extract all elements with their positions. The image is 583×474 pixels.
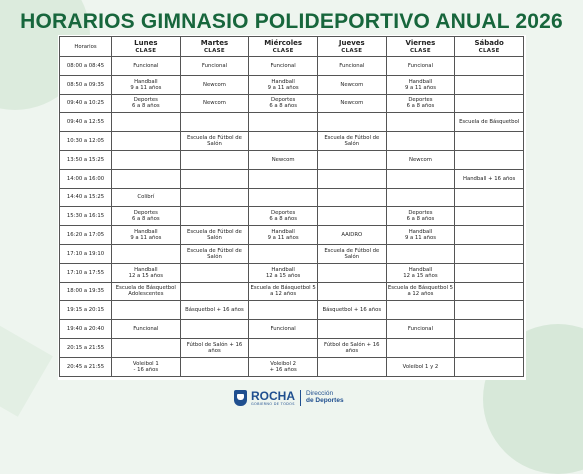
class-cell [249, 188, 318, 207]
class-cell [455, 263, 524, 282]
class-cell: Deportes 6 a 8 años [249, 207, 318, 226]
day-name: Lunes [134, 39, 158, 47]
schedule-row [60, 150, 524, 169]
class-cell [317, 169, 386, 188]
class-cell [180, 207, 249, 226]
time-cell: 09:40 a 10:25 [60, 94, 112, 113]
class-cell: Handball 9 a 11 años [386, 226, 455, 245]
footer-logo [234, 388, 344, 408]
class-cell [317, 150, 386, 169]
class-cell [112, 244, 181, 263]
class-cell: Newcom [249, 150, 318, 169]
class-cell: Newcom [317, 94, 386, 113]
class-cell [386, 188, 455, 207]
clase-label: CLASE [135, 48, 157, 54]
class-cell [455, 338, 524, 357]
time-cell: 19:40 a 20:40 [60, 320, 112, 339]
class-cell [180, 320, 249, 339]
time-cell: 14:00 a 16:00 [60, 169, 112, 188]
class-cell [386, 169, 455, 188]
class-cell: Funcional [249, 320, 318, 339]
class-cell [249, 301, 318, 320]
class-cell [180, 188, 249, 207]
time-cell: 16:20 a 17:05 [60, 226, 112, 245]
class-cell [386, 113, 455, 132]
class-cell [317, 357, 386, 376]
class-cell [180, 150, 249, 169]
class-cell: Handball 12 a 15 años [249, 263, 318, 282]
clase-label: CLASE [341, 48, 363, 54]
class-cell: Handball 12 a 15 años [386, 263, 455, 282]
time-cell: 20:15 a 21:55 [60, 338, 112, 357]
schedule-body [60, 57, 524, 377]
day-name: Viernes [405, 39, 436, 47]
class-cell: Deportes 6 a 8 años [386, 94, 455, 113]
class-cell: Escuela de Básquetbol 5 a 12 años [386, 282, 455, 301]
class-cell [455, 207, 524, 226]
class-cell [455, 75, 524, 94]
class-cell [112, 301, 181, 320]
corner-header: Horarios [60, 37, 112, 57]
class-cell: Fútbol de Salón + 16 años [180, 338, 249, 357]
clase-label: CLASE [478, 48, 500, 54]
day-header [386, 37, 455, 57]
class-cell: Newcom [180, 94, 249, 113]
class-cell: Escuela de Básquetbol [455, 113, 524, 132]
clase-label: CLASE [272, 48, 294, 54]
day-name: Martes [200, 39, 229, 47]
class-cell: Handball 9 a 11 años [112, 75, 181, 94]
class-cell: Funcional [317, 57, 386, 76]
schedule-row [60, 301, 524, 320]
class-cell: Handball 9 a 11 años [112, 226, 181, 245]
schedule-row [60, 188, 524, 207]
class-cell: Voleibol 1 y 2 [386, 357, 455, 376]
class-cell: Escuela de Básquetbol 5 a 12 años [249, 282, 318, 301]
schedule-row [60, 132, 524, 151]
schedule-row [60, 338, 524, 357]
schedule-row [60, 282, 524, 301]
class-cell [386, 244, 455, 263]
class-cell [317, 263, 386, 282]
class-cell: Escuela de Fútbol de Salón [180, 132, 249, 151]
day-name: Jueves [338, 39, 365, 47]
schedule-row [60, 244, 524, 263]
department-name [306, 391, 344, 405]
class-cell: Handball + 16 años [455, 169, 524, 188]
class-cell [249, 244, 318, 263]
class-cell [386, 132, 455, 151]
class-cell: Newcom [317, 75, 386, 94]
logo-divider [300, 390, 301, 406]
class-cell [180, 113, 249, 132]
class-cell [249, 169, 318, 188]
class-cell [317, 282, 386, 301]
time-cell: 17:10 a 17:55 [60, 263, 112, 282]
background-diamond-bottom-left [0, 321, 53, 417]
department-line-1: Dirección [306, 390, 334, 398]
day-header [317, 37, 386, 57]
class-cell: Escuela de Fútbol de Salón [317, 132, 386, 151]
class-cell [112, 169, 181, 188]
schedule-row [60, 207, 524, 226]
day-header [112, 37, 181, 57]
class-cell [180, 357, 249, 376]
schedule-row [60, 357, 524, 376]
class-cell: Handball 9 a 11 años [249, 75, 318, 94]
class-cell: Escuela de Fútbol de Salón [317, 244, 386, 263]
class-cell: Deportes 6 a 8 años [386, 207, 455, 226]
day-header [249, 37, 318, 57]
class-cell [317, 207, 386, 226]
class-cell: Deportes 6 a 8 años [112, 94, 181, 113]
time-cell: 13:50 a 15:25 [60, 150, 112, 169]
class-cell [317, 320, 386, 339]
class-cell [180, 169, 249, 188]
class-cell: Deportes 6 a 8 años [249, 94, 318, 113]
class-cell [455, 357, 524, 376]
class-cell: AAIDRO [317, 226, 386, 245]
class-cell [317, 113, 386, 132]
class-cell [455, 226, 524, 245]
class-cell [455, 282, 524, 301]
time-cell: 10:30 a 12:05 [60, 132, 112, 151]
time-cell: 19:15 a 20:15 [60, 301, 112, 320]
class-cell: Funcional [249, 57, 318, 76]
class-cell: Funcional [386, 320, 455, 339]
day-name: Miércoles [264, 39, 303, 47]
time-cell: 15:30 a 16:15 [60, 207, 112, 226]
schedule-row [60, 57, 524, 76]
class-cell: Básquetbol + 16 años [180, 301, 249, 320]
class-cell [455, 320, 524, 339]
class-cell: Escuela de Fútbol de Salón [180, 244, 249, 263]
department-line-2: de Deportes [306, 397, 344, 404]
class-cell [386, 301, 455, 320]
class-cell: Handball 9 a 11 años [249, 226, 318, 245]
class-cell: Básquetbol + 16 años [317, 301, 386, 320]
class-cell: Newcom [180, 75, 249, 94]
brand-tagline: GOBIERNO DE TODOS [251, 401, 295, 406]
class-cell: Voleibol 1 - 16 años [112, 357, 181, 376]
class-cell [455, 94, 524, 113]
clase-label: CLASE [203, 48, 225, 54]
time-cell: 08:50 a 09:35 [60, 75, 112, 94]
class-cell [455, 301, 524, 320]
brand [251, 390, 295, 407]
class-cell: Handball 9 a 11 años [386, 75, 455, 94]
shield-icon [234, 390, 247, 406]
class-cell [249, 113, 318, 132]
class-cell [455, 188, 524, 207]
class-cell [317, 188, 386, 207]
class-cell [112, 338, 181, 357]
class-cell [249, 132, 318, 151]
class-cell: Escuela de Básquetbol Adolescentes [112, 282, 181, 301]
class-cell [112, 132, 181, 151]
class-cell [112, 150, 181, 169]
class-cell [180, 282, 249, 301]
class-cell: Escuela de Fútbol de Salón [180, 226, 249, 245]
class-cell [386, 338, 455, 357]
class-cell: Colibrí [112, 188, 181, 207]
brand-name: ROCHA [251, 388, 295, 403]
schedule-row [60, 320, 524, 339]
day-header [455, 37, 524, 57]
class-cell [455, 150, 524, 169]
class-cell: Funcional [180, 57, 249, 76]
time-cell: 14:40 a 15:25 [60, 188, 112, 207]
schedule-row [60, 94, 524, 113]
class-cell [455, 244, 524, 263]
class-cell: Funcional [112, 57, 181, 76]
class-cell: Deportes 6 a 8 años [112, 207, 181, 226]
time-cell: 17:10 a 19:10 [60, 244, 112, 263]
class-cell: Newcom [386, 150, 455, 169]
schedule-row [60, 226, 524, 245]
schedule-row [60, 263, 524, 282]
time-cell: 18:00 a 19:35 [60, 282, 112, 301]
day-name: Sábado [474, 39, 504, 47]
class-cell: Voleibol 2 + 16 años [249, 357, 318, 376]
schedule-table [59, 36, 524, 377]
time-cell: 20:45 a 21:55 [60, 357, 112, 376]
class-cell: Fútbol de Salón + 16 años [317, 338, 386, 357]
class-cell [112, 113, 181, 132]
class-cell [455, 132, 524, 151]
page-title: HORARIOS GIMNASIO POLIDEPORTIVO ANUAL 2026 [20, 10, 563, 33]
day-header [180, 37, 249, 57]
clase-label: CLASE [409, 48, 431, 54]
class-cell: Handball 12 a 15 años [112, 263, 181, 282]
class-cell: Funcional [386, 57, 455, 76]
schedule-row [60, 113, 524, 132]
schedule-row [60, 169, 524, 188]
class-cell [455, 57, 524, 76]
class-cell: Funcional [112, 320, 181, 339]
time-cell: 09:40 a 12:55 [60, 113, 112, 132]
header-row [60, 37, 524, 57]
class-cell [180, 263, 249, 282]
time-cell: 08:00 a 08:45 [60, 57, 112, 76]
schedule-row [60, 75, 524, 94]
class-cell [249, 338, 318, 357]
